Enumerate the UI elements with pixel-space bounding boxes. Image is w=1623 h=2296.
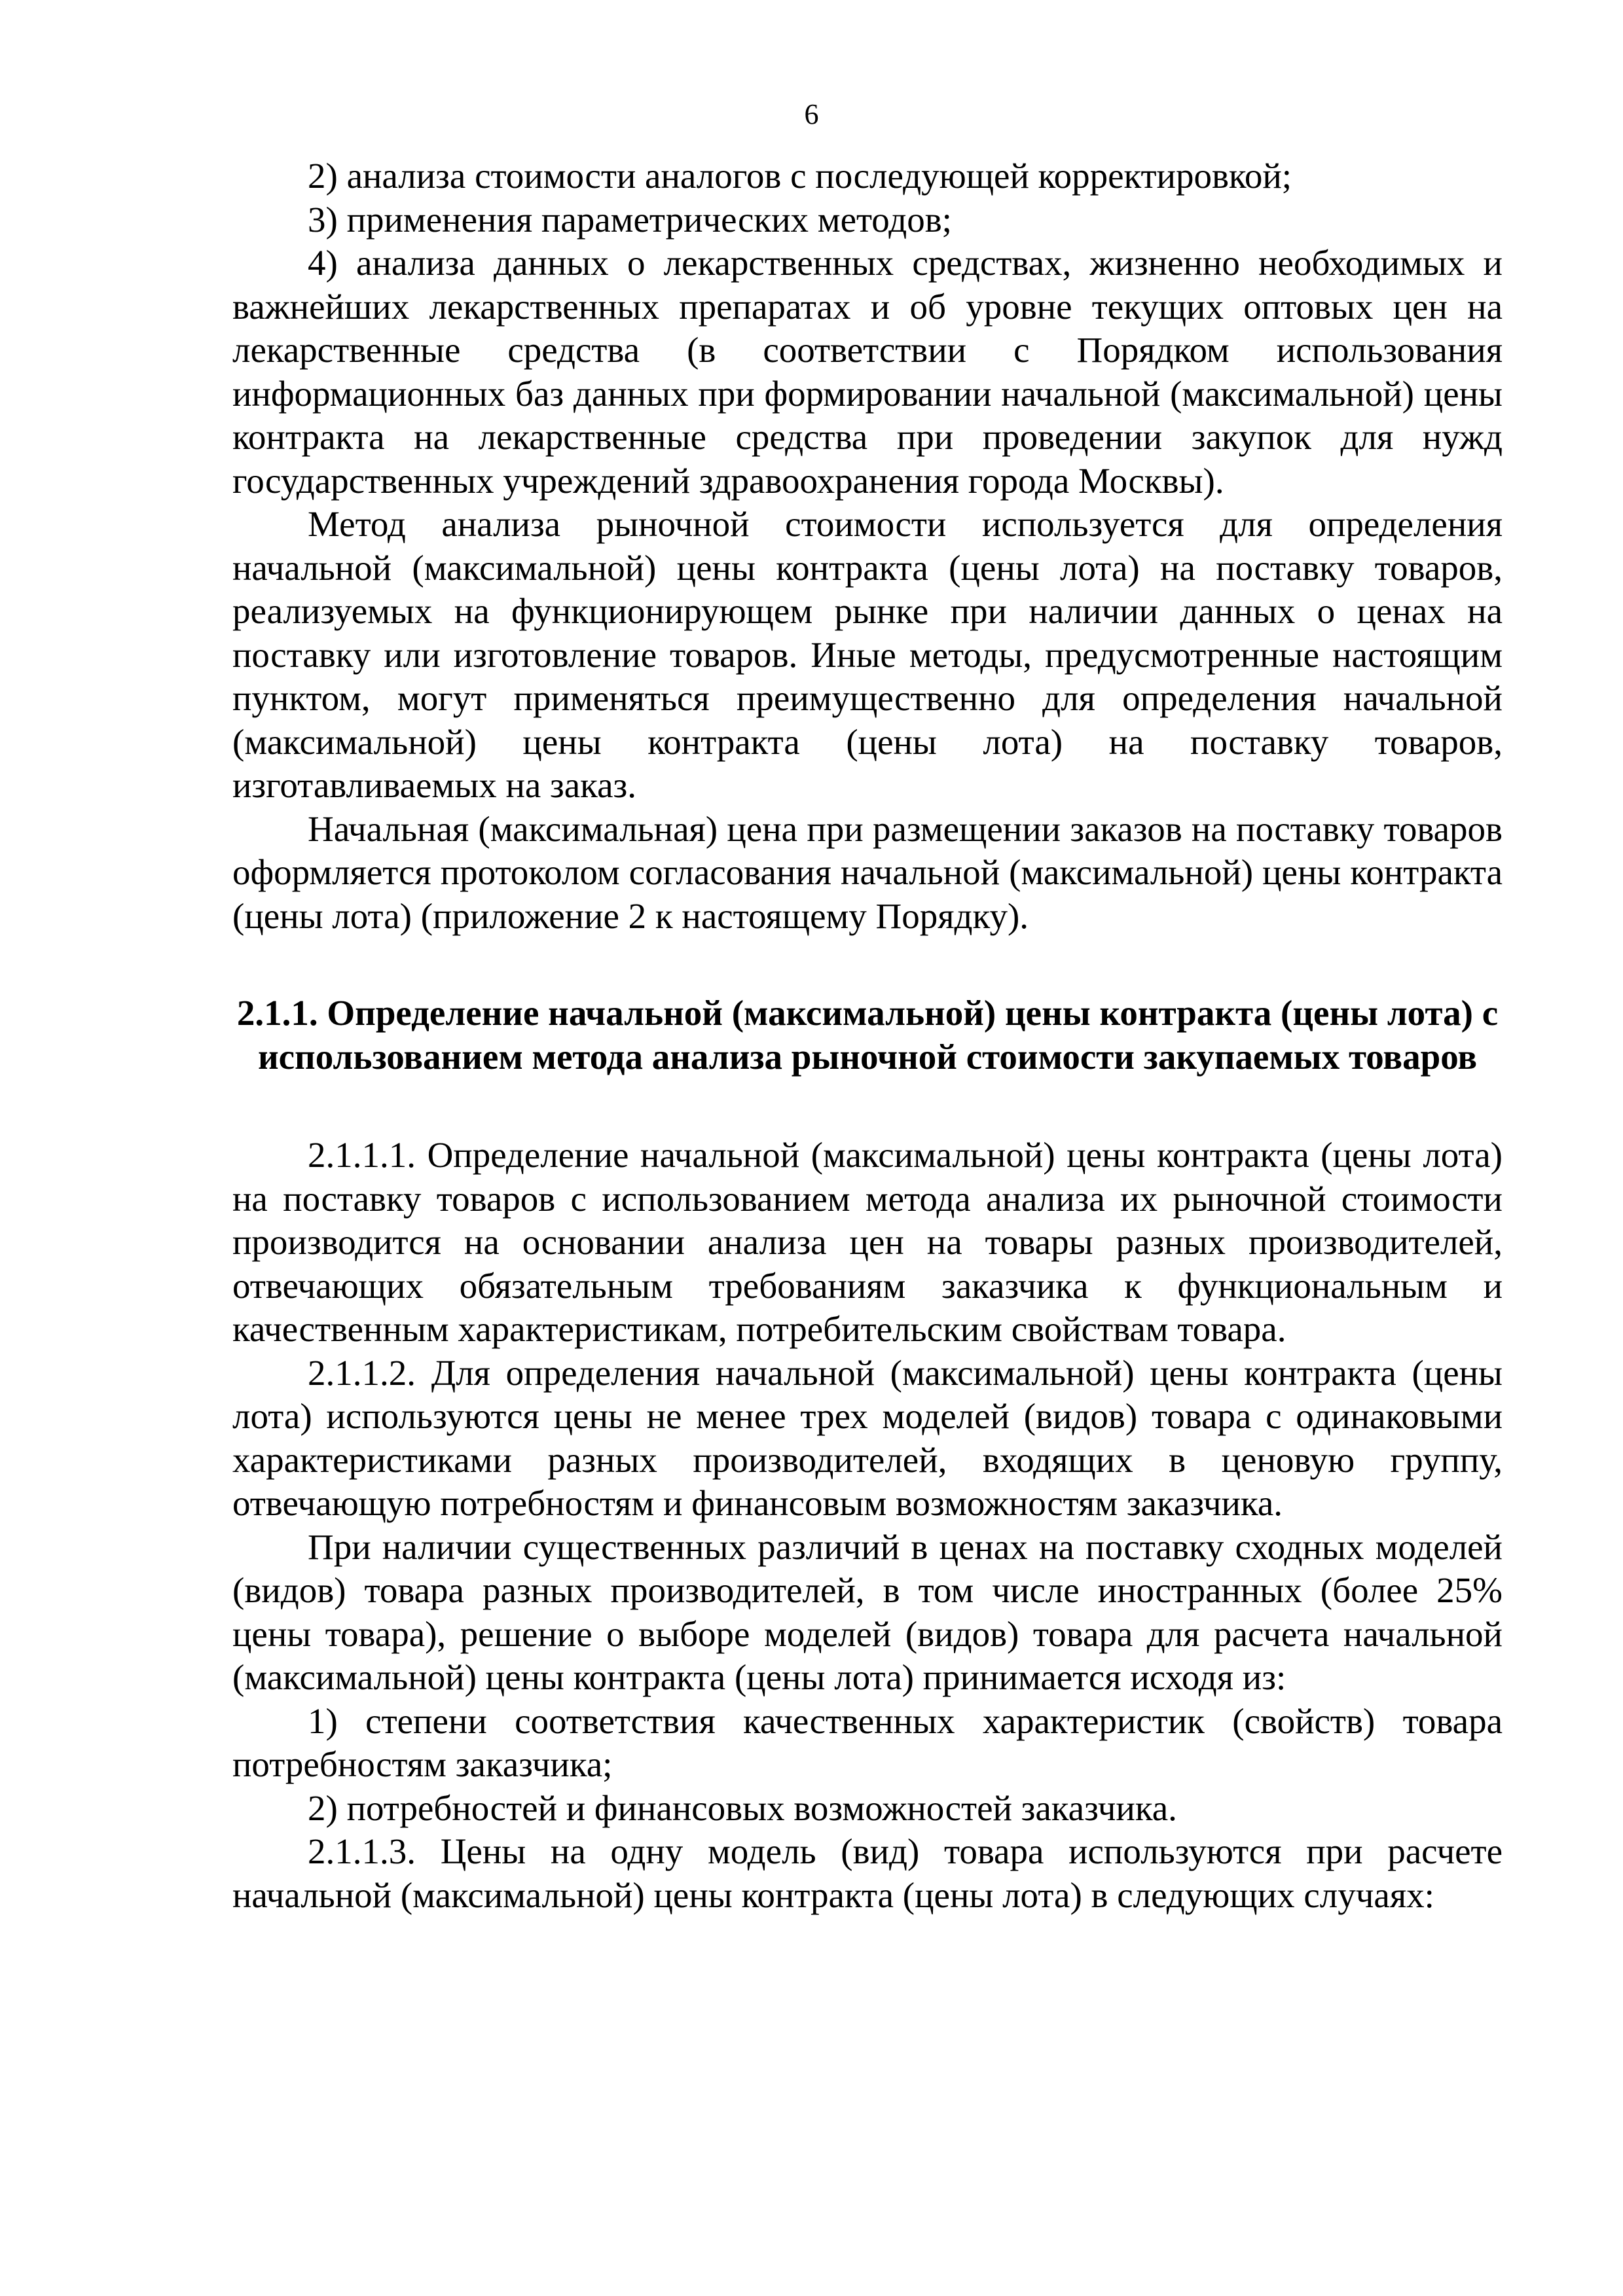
- paragraph: Начальная (максимальная) цена при размещении заказов на поставку товаров оформляется протоколом согласования начальной (максимальной) цены контракта (цены лота) (приложение 2 к настоящему Порядку).: [232, 808, 1503, 936]
- paragraph: 2.1.1.3. Цены на одну модель (вид) товара используются при расчете начальной (максимальной) цены контракта (цены лота) в следующих случаях:: [232, 1831, 1503, 1915]
- paragraph: Метод анализа рыночной стоимости используется для определения начальной (максимальной) цены контракта (цены лота) на поставку товаров, реализуемых на функционирующем рынке при наличии данных о ценах на поставку или изготовление товаров. Иные методы, предусмотренные настоящим пунктом, могут применяться преимущественно для определения начальной (максимальной) цены контракта (цены лота) на поставку товаров, изготавливаемых на заказ.: [232, 504, 1503, 805]
- paragraph: 2) потребностей и финансовых возможностей заказчика.: [308, 1787, 1177, 1828]
- paragraph: 4) анализа данных о лекарственных средствах, жизненно необходимых и важнейших лекарственных препаратах и об уровне текущих оптовых цен на лекарственные средства (в соответствии с Порядком использования информационных баз данных при формировании начальной (максимальной) цены контракта на лекарственные средства при проведении закупок для нужд государственных учреждений здравоохранения города Москвы).: [232, 243, 1503, 501]
- paragraph: 2.1.1.1. Определение начальной (максимальной) цены контракта (цены лота) на поставку товаров с использованием метода анализа их рыночной стоимости производится на основании анализа цен на товары разных производителей, отвечающих обязательным требованиям заказчика к функциональным и качественным характеристикам, потребительским свойствам товара.: [232, 1135, 1503, 1349]
- section-heading: [232, 992, 1503, 1079]
- document-body: [232, 154, 1503, 1917]
- paragraph: 2.1.1.2. Для определения начальной (максимальной) цены контракта (цены лота) используются цены не менее трех моделей (видов) товара с одинаковыми характеристиками разных производителей, входящих в ценовую группу, отвечающую потребностям и финансовым возможностям заказчика.: [232, 1352, 1503, 1523]
- paragraph: 2) анализа стоимости аналогов с последующей корректировкой;: [308, 156, 1292, 196]
- paragraph: 3) применения параметрических методов;: [308, 199, 952, 240]
- paragraph: При наличии существенных различий в ценах на поставку сходных моделей (видов) товара разных производителей, в том числе иностранных (более 25% цены товара), решение о выборе моделей (видов) товара для расчета начальной (максимальной) цены контракта (цены лота) принимается исходя из:: [232, 1526, 1503, 1697]
- page-number: 6: [804, 98, 819, 130]
- paragraph: 1) степени соответствия качественных характеристик (свойств) товара потребностям заказчика;: [232, 1700, 1503, 1784]
- section-heading-text: 2.1.1. Определение начальной (максимальной) цены контракта (цены лота) с использованием метода анализа рыночной стоимости закупаемых товаров: [236, 993, 1499, 1077]
